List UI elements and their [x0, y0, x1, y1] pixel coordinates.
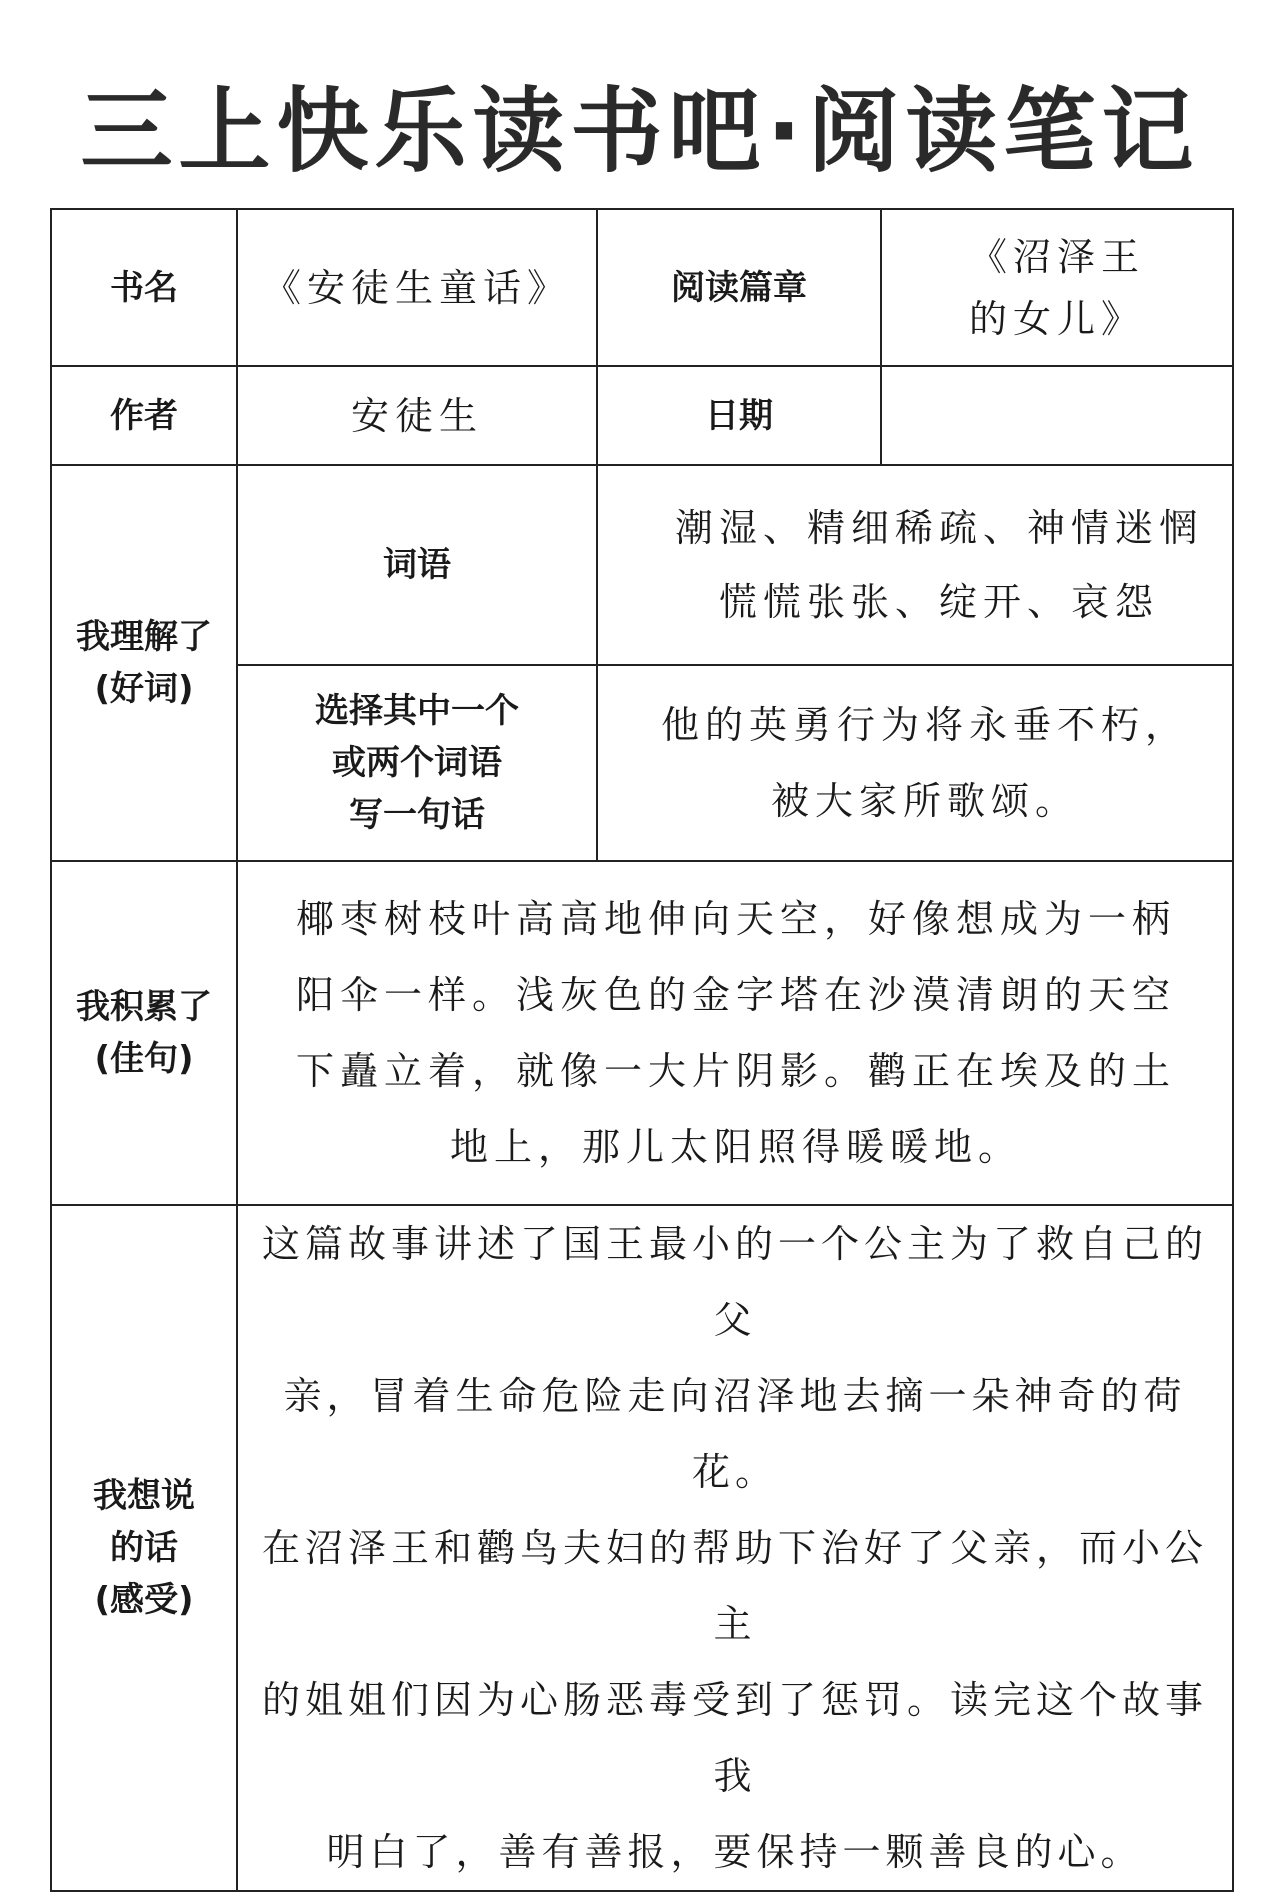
words-row: [51, 465, 1233, 665]
understand-label: [51, 465, 237, 861]
accumulate-label: [51, 861, 237, 1205]
accumulate-label-line-1: 我积累了: [76, 987, 212, 1027]
feelings-line-2: 亲，冒着生命危险走向沼泽地去摘一朵神奇的荷花。: [283, 1374, 1187, 1494]
chapter-value: [881, 209, 1233, 366]
sentence-label-line-1: 选择其中一个: [315, 691, 519, 731]
feelings-value: [237, 1205, 1233, 1891]
accumulate-line-4: 地上，那儿太阳照得暖暖地。: [449, 1125, 1022, 1169]
feelings-label-line-1: 我想说: [93, 1476, 195, 1516]
chapter-label: 阅读篇章: [597, 209, 881, 366]
sentence-label-line-2: 或两个词语: [332, 743, 502, 783]
accumulate-label-line-2: (佳句): [94, 1039, 194, 1079]
words-label: 词语: [237, 465, 597, 665]
accumulate-row: [51, 861, 1233, 1205]
feelings-label-line-2: 的话: [110, 1528, 178, 1568]
feelings-row: [51, 1205, 1233, 1891]
feelings-line-1: 这篇故事讲述了国王最小的一个公主为了救自己的父: [261, 1222, 1208, 1342]
chapter-line-1: 《沼泽王: [968, 234, 1145, 279]
date-label: 日期: [597, 366, 881, 465]
book-row: [51, 209, 1233, 366]
accumulate-line-1: 椰枣树枝叶高高地伸向天空，好像想成为一柄: [295, 897, 1176, 941]
chapter-line-2: 的女儿》: [968, 296, 1145, 341]
date-value: [881, 366, 1233, 465]
book-title: 《安徒生童话》: [237, 209, 597, 366]
accumulate-line-3: 下矗立着，就像一大片阴影。鹳正在埃及的土: [295, 1049, 1176, 1093]
reading-note-table: [50, 208, 1234, 1892]
sentence-line-2: 被大家所歌颂。: [770, 779, 1079, 823]
words-line-1: 潮湿、精细稀疏、神情迷惘: [674, 506, 1203, 550]
accumulate-line-2: 阳伞一样。浅灰色的金字塔在沙漠清朗的天空: [295, 973, 1176, 1017]
author-row: [51, 366, 1233, 465]
author-label: 作者: [51, 366, 237, 465]
understand-label-line-2: (好词): [94, 669, 194, 709]
book-label: 书名: [51, 209, 237, 366]
words-value: [597, 465, 1233, 665]
sentence-value: [597, 665, 1233, 861]
words-line-2: 慌慌张张、绽开、哀怨: [718, 580, 1159, 624]
accumulate-value: [237, 861, 1233, 1205]
sentence-line-1: 他的英勇行为将永垂不朽，: [660, 703, 1189, 747]
author-value: 安徒生: [237, 366, 597, 465]
feelings-label-line-3: (感受): [94, 1580, 194, 1620]
sentence-label: [237, 665, 597, 861]
feelings-line-3: 在沼泽王和鹳鸟夫妇的帮助下治好了父亲，而小公主: [261, 1526, 1208, 1646]
feelings-line-4: 的姐姐们因为心肠恶毒受到了惩罚。读完这个故事我: [261, 1678, 1208, 1798]
sentence-label-line-3: 写一句话: [349, 795, 485, 835]
feelings-label: [51, 1205, 237, 1891]
page-title: 三上快乐读书吧·阅读笔记: [80, 78, 1200, 185]
feelings-line-5: 明白了，善有善报，要保持一颗善良的心。: [326, 1830, 1144, 1874]
understand-label-line-1: 我理解了: [76, 617, 212, 657]
